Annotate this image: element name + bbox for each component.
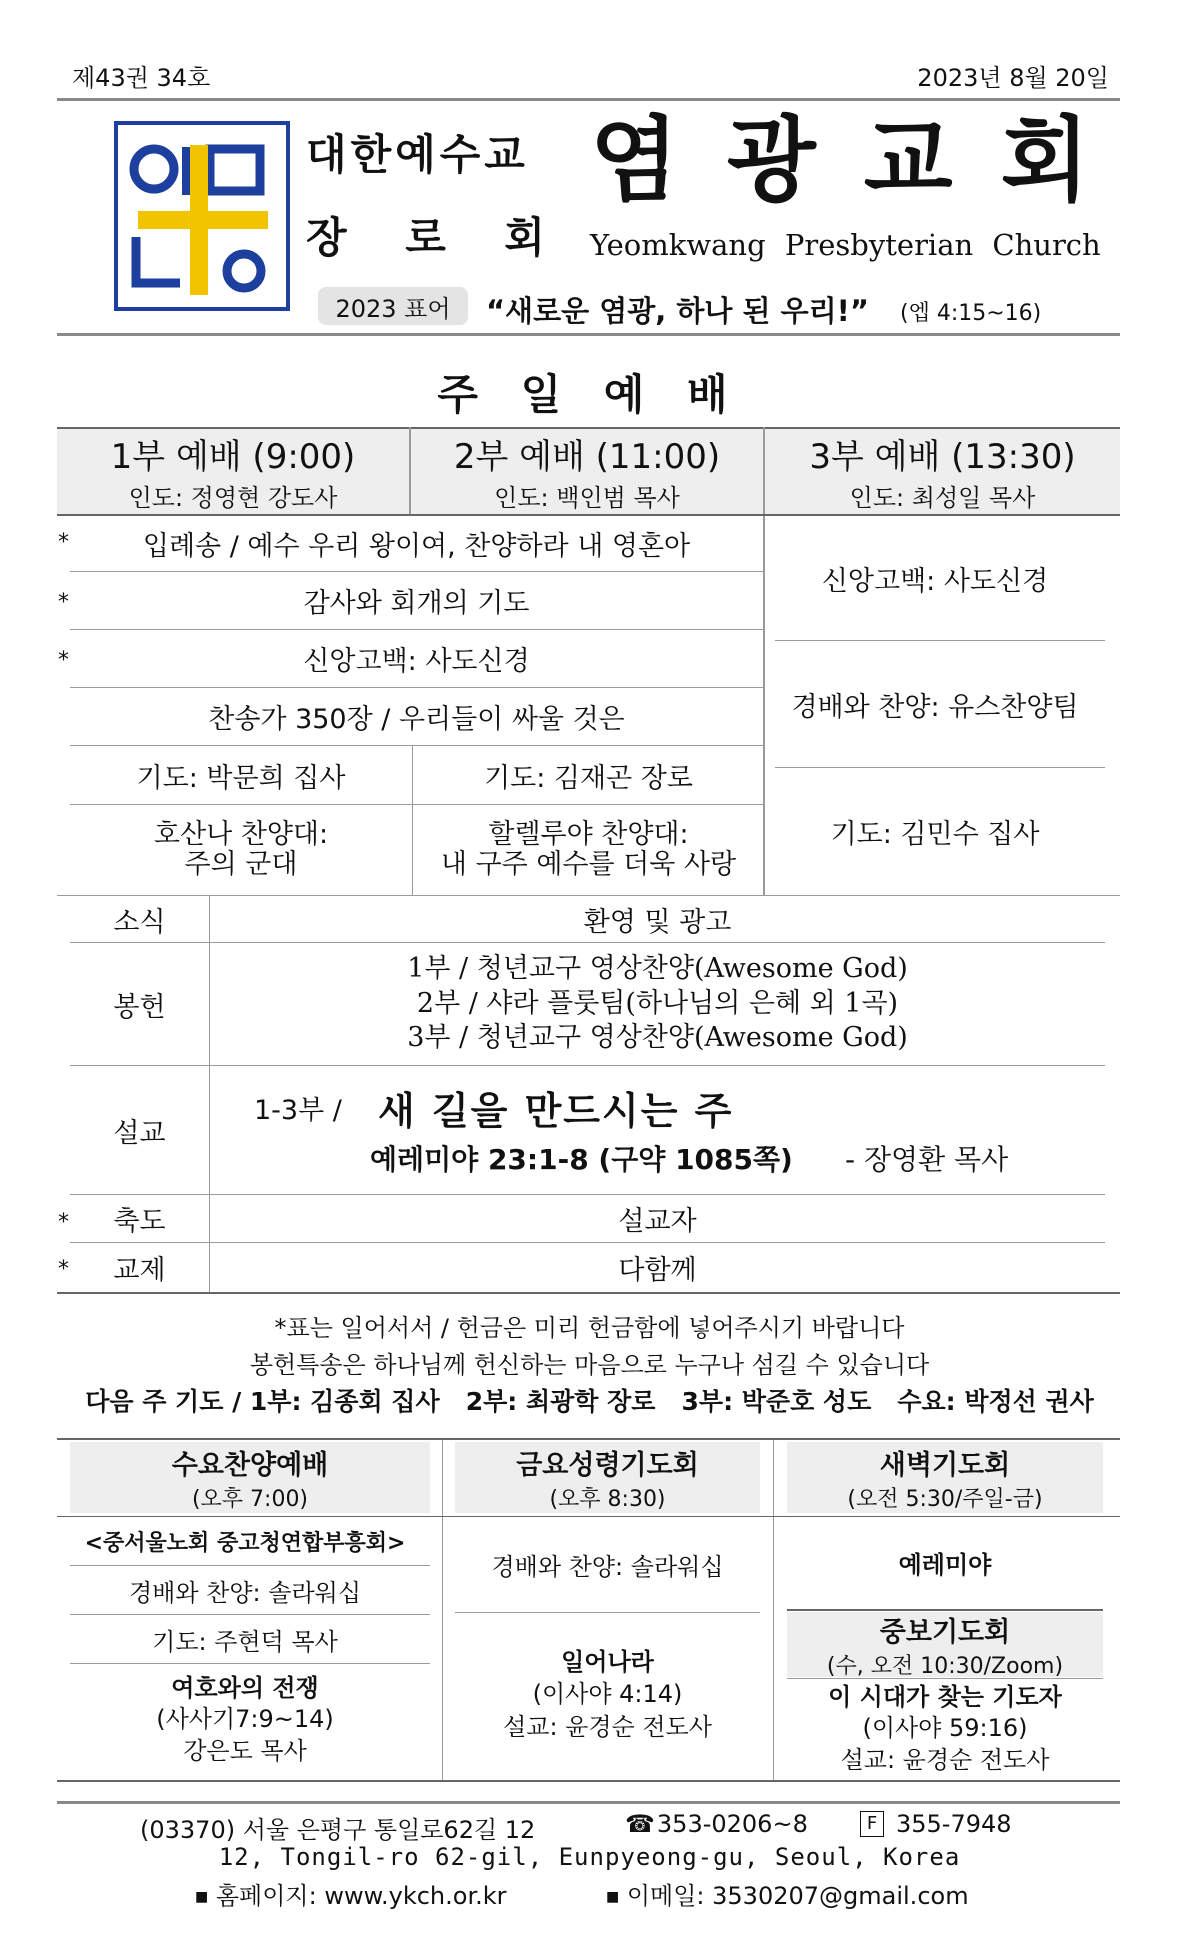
- dawn-book: 예레미야: [898, 1550, 992, 1579]
- church-name-en: Yeomkwang Presbyterian Church: [590, 228, 1101, 262]
- intercession-sermon: [780, 1679, 1110, 1779]
- next-week-prayer: 다음 주 기도 / 1부: 김종회 집사 2부: 최광학 장로 3부: 박준호 성도 수요: 박정선 권사: [85, 1387, 1094, 1416]
- intercession-sermon-ref: (이사야 59:16): [862, 1714, 1028, 1743]
- denomination-line1: 대한예수교: [306, 130, 529, 179]
- bullet-icon: ■: [195, 1889, 209, 1905]
- wednesday-prayer: 기도: 주현덕 목사: [152, 1627, 338, 1656]
- wednesday-sermon-title: 여호와의 전쟁: [171, 1674, 319, 1703]
- address: (03370) 서울 은평구 통일로62길 12: [140, 1816, 536, 1844]
- church-logo: [114, 121, 290, 311]
- friday-sermon-title: 일어나라: [561, 1647, 654, 1676]
- friday-sermon-ref: (이사야 4:14): [532, 1680, 683, 1709]
- offering-note: 봉헌특송은 하나님께 헌신하는 마음으로 누구나 섬길 수 있습니다: [249, 1351, 930, 1379]
- offering-item: 1부 / 청년교구 영상찬양(Awesome God): [407, 953, 908, 985]
- fax-number: 355-7948: [896, 1810, 1012, 1838]
- denomination-line2: 장 로 회: [306, 213, 567, 262]
- standing-mark: *: [58, 648, 69, 673]
- wednesday-event: <중서울노회 중고청연합부흥회>: [84, 1530, 406, 1556]
- friday-time: (오후 8:30): [549, 1486, 666, 1512]
- creed-12: 신앙고백: 사도신경: [303, 646, 530, 677]
- choir-1-name: 호산나 찬양대:: [153, 819, 329, 851]
- sermon-label: 설교: [113, 1117, 166, 1149]
- intercession-sermon-title: 이 시대가 찾는 기도자: [828, 1683, 1062, 1712]
- standing-mark: *: [58, 1257, 69, 1282]
- sermon-title: 새 길을 만드시는 주: [378, 1089, 734, 1133]
- offering-item: 2부 / 샤라 플룻팀(하나님의 은혜 외 1곡): [416, 987, 899, 1019]
- standing-mark: *: [58, 530, 69, 555]
- fax-icon: F: [860, 1811, 884, 1837]
- sunday-worship-title: 주 일 예 배: [437, 370, 742, 419]
- homepage-link[interactable]: 홈페이지: www.ykch.or.kr: [215, 1882, 507, 1910]
- fellowship: 다함께: [618, 1254, 697, 1286]
- service-2-leader: 인도: 백인범 목사: [494, 484, 680, 512]
- standing-mark: *: [58, 1210, 69, 1235]
- wednesday-title: 수요찬양예배: [171, 1449, 329, 1481]
- wednesday-time: (오후 7:00): [191, 1486, 309, 1512]
- service-3-name: 3부 예배 (13:30): [809, 437, 1076, 477]
- entrance-song: 입례송 / 예수 우리 왕이여, 찬양하라 내 영혼아: [142, 531, 691, 562]
- confession-prayer: 감사와 회개의 기도: [303, 588, 530, 619]
- creed-3: 신앙고백: 사도신경: [821, 565, 1049, 597]
- prayer-service-1: 기도: 박문희 집사: [136, 762, 346, 794]
- choir-service-1: [70, 805, 412, 895]
- news-label: 소식: [113, 906, 166, 938]
- wednesday-sermon-ref: (사사기7:9~14): [156, 1705, 334, 1734]
- prayer-service-2: 기도: 김재곤 장로: [484, 762, 693, 794]
- service-3-leader: 인도: 최성일 목사: [849, 484, 1036, 512]
- benediction: 설교자: [618, 1206, 697, 1237]
- friday-preacher: 설교: 윤경순 전도사: [503, 1712, 712, 1741]
- service-2-name: 2부 예배 (11:00): [453, 437, 721, 477]
- issue-date: 2023년 8월 20일: [917, 64, 1109, 92]
- wednesday-sermon: [60, 1664, 430, 1776]
- fellowship-label: 교제: [113, 1254, 166, 1286]
- news: 환영 및 광고: [583, 906, 732, 938]
- fax: [860, 1810, 1012, 1838]
- choir-2-name: 할렐루야 찬양대:: [488, 819, 689, 851]
- friday-sermon: [450, 1613, 765, 1776]
- intercession-time: (수, 오전 10:30/Zoom): [826, 1653, 1064, 1679]
- sermon-services: 1-3부 /: [254, 1095, 342, 1126]
- service-2-header: [411, 428, 763, 514]
- friday-title: 금요성령기도회: [516, 1449, 699, 1481]
- hymn: 찬송가 350장 / 우리들이 싸울 것은: [208, 704, 625, 735]
- prayer-service-3: 기도: 김민수 집사: [830, 819, 1040, 850]
- motto: “새로운 염광, 하나 된 우리!”: [486, 294, 869, 328]
- choir-2-song: 내 구주 예수를 더욱 사랑: [440, 849, 737, 880]
- phone: [625, 1810, 808, 1838]
- intercession-title: 중보기도회: [879, 1616, 1011, 1648]
- bullet-icon: ■: [606, 1889, 620, 1905]
- motto-badge: 2023 표어: [318, 287, 468, 325]
- service-1-name: 1부 예배 (9:00): [110, 437, 356, 477]
- friday-header: [455, 1442, 760, 1513]
- wednesday-preacher: 강은도 목사: [183, 1736, 307, 1765]
- address-english: 12, Tongil-ro 62-gil, Eunpyeong-gu, Seoul, Korea: [218, 1843, 961, 1871]
- phone-number: 353-0206~8: [656, 1810, 808, 1838]
- telephone-icon: ☎: [625, 1810, 655, 1838]
- dawn-title: 새벽기도회: [879, 1449, 1011, 1481]
- worship-3: 경배와 찬양: 유스찬양팀: [791, 691, 1079, 723]
- wednesday-header: [70, 1442, 430, 1513]
- sermon-scripture: 예레미야 23:1-8 (구약 1085쪽): [370, 1143, 793, 1176]
- standing-mark: *: [58, 590, 69, 615]
- friday-worship: 경배와 찬양: 솔라워십: [491, 1553, 724, 1581]
- motto-reference: (엡 4:15~16): [900, 301, 1042, 326]
- email[interactable]: [606, 1876, 969, 1911]
- sermon-preacher: - 장영환 목사: [845, 1143, 1009, 1176]
- service-3-header: [765, 428, 1120, 514]
- homepage[interactable]: [195, 1876, 507, 1911]
- service-1-header: [57, 428, 409, 514]
- intercession-preacher: 설교: 윤경순 전도사: [840, 1745, 1050, 1774]
- choir-service-2: [414, 805, 763, 895]
- dawn-time: (오전 5:30/주일-금): [847, 1486, 1043, 1512]
- offering-item: 3부 / 청년교구 영상찬양(Awesome God): [407, 1022, 908, 1054]
- intercession-header: [787, 1612, 1103, 1677]
- church-name: 염 광 교 회: [590, 107, 1098, 214]
- service-1-leader: 인도: 정영현 강도사: [128, 484, 338, 512]
- choir-1-song: 주의 군대: [184, 849, 298, 880]
- offering-list: [210, 943, 1105, 1065]
- offering-label: 봉헌: [113, 991, 166, 1023]
- dawn-header: [787, 1442, 1103, 1513]
- standing-note: *표는 일어서서 / 헌금은 미리 헌금함에 넣어주시기 바랍니다: [274, 1314, 905, 1342]
- email-link[interactable]: 이메일: 3530207@gmail.com: [626, 1882, 969, 1910]
- benediction-label: 축도: [113, 1206, 166, 1237]
- wednesday-worship: 경배와 찬양: 솔라워십: [129, 1578, 361, 1607]
- issue-number: 제43권 34호: [72, 64, 211, 92]
